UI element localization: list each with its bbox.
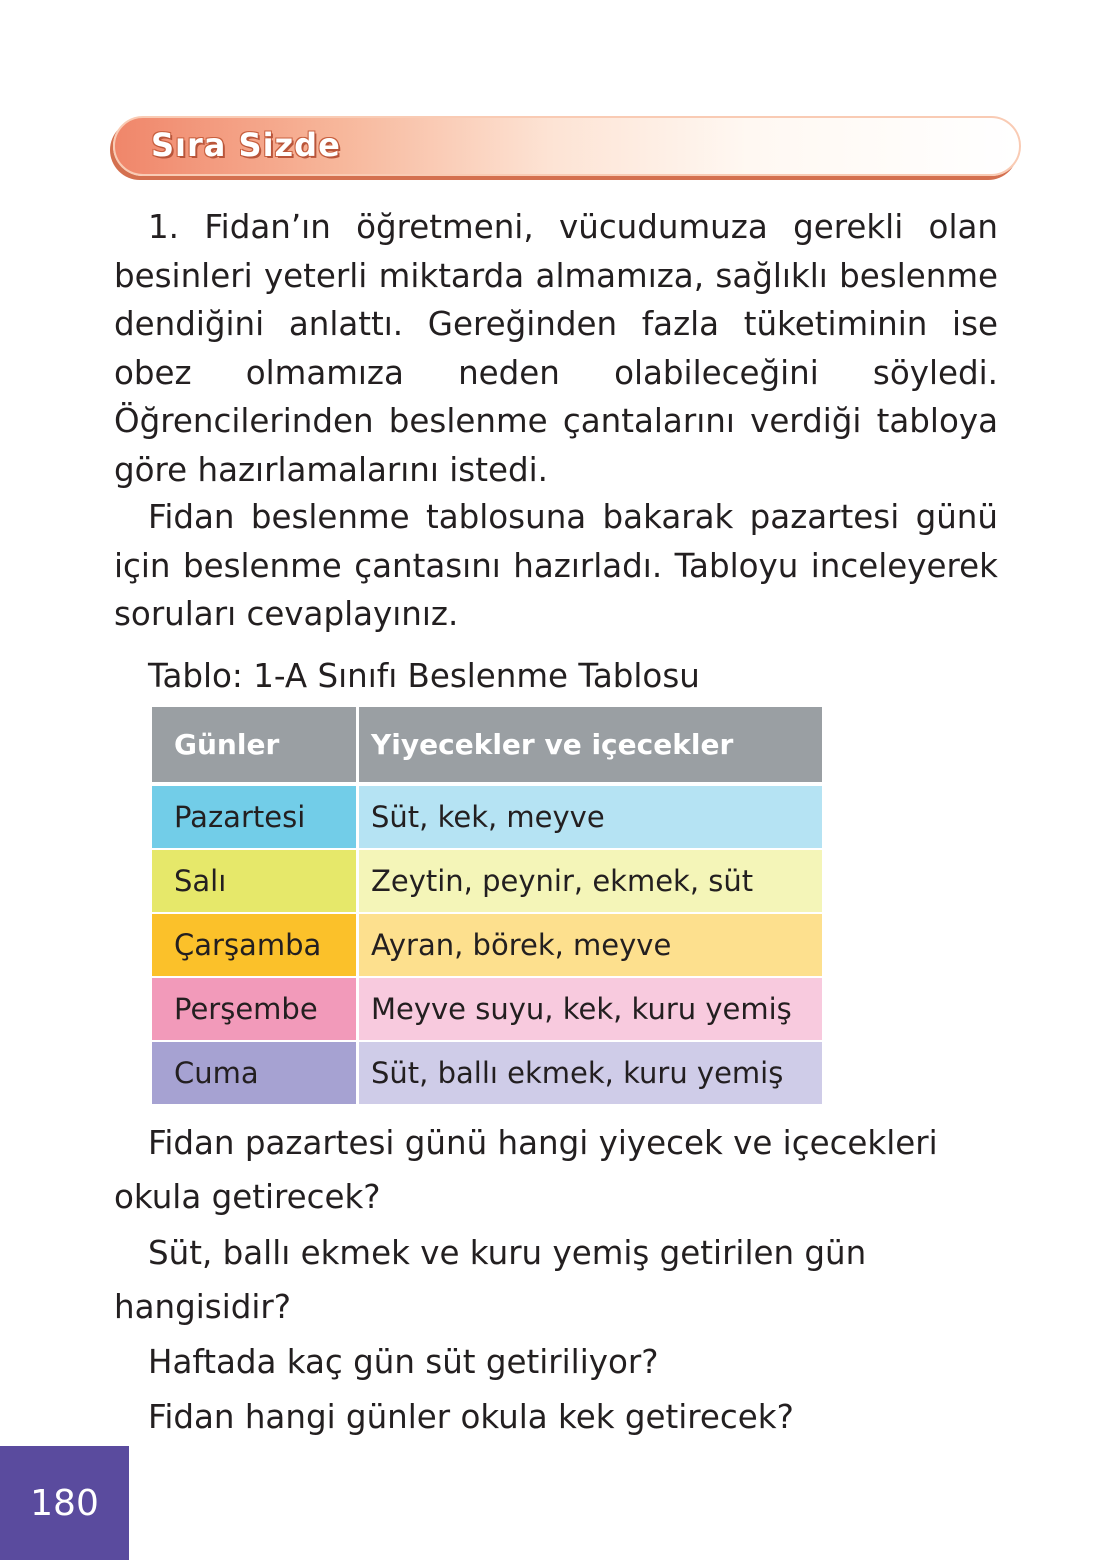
question-2: Süt, ballı ekmek ve kuru yemiş getirilen gün hangisidir? — [114, 1234, 867, 1326]
table-row — [152, 786, 822, 848]
food-cell: Süt, kek, meyve — [359, 786, 822, 848]
header-days: Günler — [152, 707, 356, 782]
section-title: Sıra Sizde — [151, 126, 341, 164]
food-cell: Zeytin, peynir, ekmek, süt — [359, 850, 822, 912]
table-row — [152, 978, 822, 1040]
nutrition-table — [152, 707, 822, 1106]
table-row — [152, 1042, 822, 1104]
food-cell: Meyve suyu, kek, kuru yemiş — [359, 978, 822, 1040]
question-4: Fidan hangi günler okula kek getirecek? — [148, 1398, 794, 1436]
food-cell: Süt, ballı ekmek, kuru yemiş — [359, 1042, 822, 1104]
question-3: Haftada kaç gün süt getiriliyor? — [148, 1343, 659, 1381]
day-cell: Perşembe — [152, 978, 356, 1040]
day-cell: Cuma — [152, 1042, 356, 1104]
day-cell: Salı — [152, 850, 356, 912]
intro-paragraph: 1. Fidan’ın öğretmeni, vücudumuza gerekli olan besinleri yeterli miktarda almamıza, sağlıklı beslenme dendiğini anlattı. Gereğinden fazla tüketiminin ise obez olmamıza neden olabileceğini söyledi. Öğrencilerinden beslenme çantalarını verdiği tabloya göre hazırlamalarını istedi. — [114, 208, 998, 489]
food-cell: Ayran, börek, meyve — [359, 914, 822, 976]
question-1: Fidan pazartesi günü hangi yiyecek ve içecekleri okula getirecek? — [114, 1124, 938, 1216]
page-number-box — [0, 1446, 129, 1560]
header-foods: Yiyecekler ve içecekler — [359, 707, 822, 782]
day-cell: Çarşamba — [152, 914, 356, 976]
table-row — [152, 914, 822, 976]
table-caption: Tablo: 1-A Sınıfı Beslenme Tablosu — [148, 657, 700, 695]
day-cell: Pazartesi — [152, 786, 356, 848]
page-number: 180 — [30, 1482, 99, 1524]
table-header-row — [152, 707, 822, 782]
section-banner — [113, 116, 1021, 176]
table-row — [152, 850, 822, 912]
instruction-paragraph: Fidan beslenme tablosuna bakarak pazartesi günü için beslenme çantasını hazırladı. Tabloyu inceleyerek soruları cevaplayınız. — [114, 498, 998, 633]
